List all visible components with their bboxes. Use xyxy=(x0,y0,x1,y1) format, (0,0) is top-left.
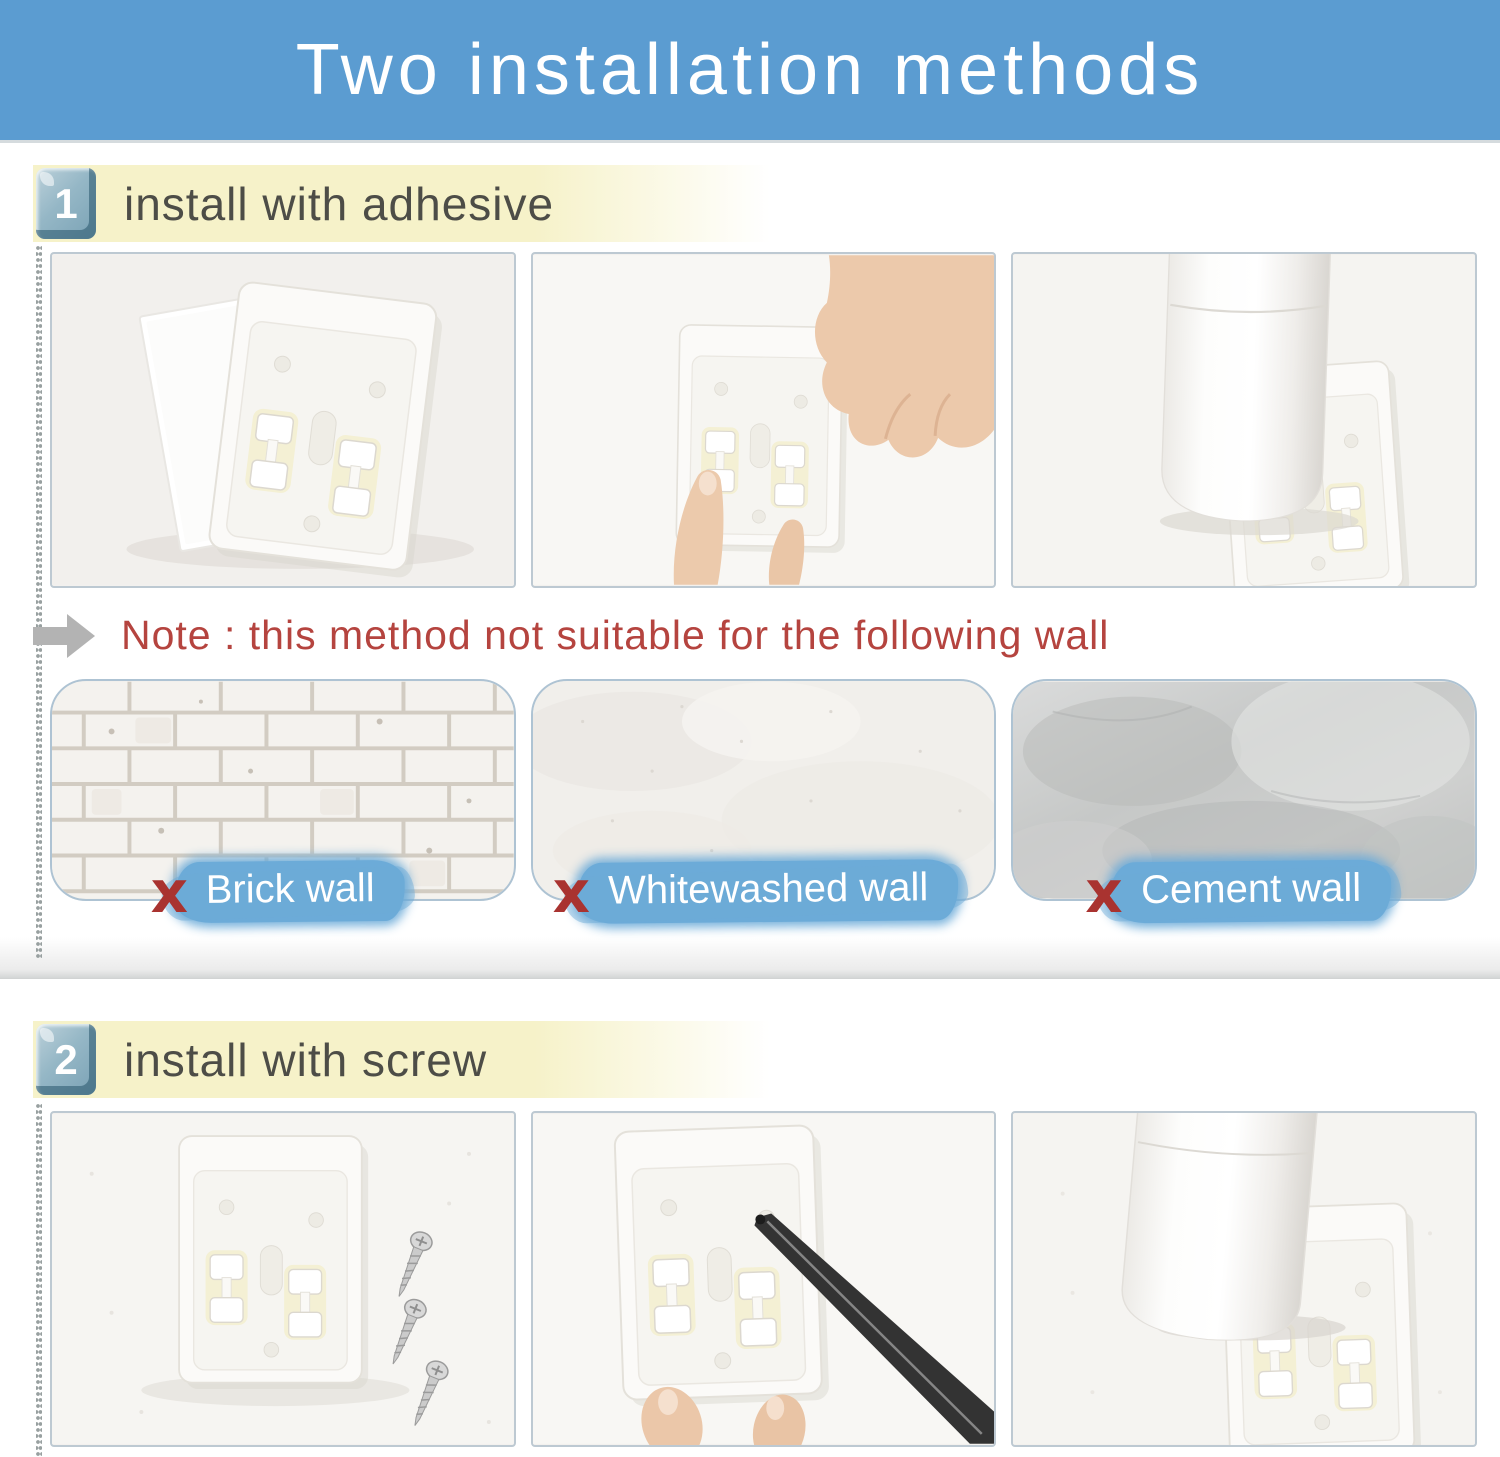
brick-wall-label-text: Brick wall xyxy=(176,860,406,923)
adhesive-steps-row xyxy=(50,252,1477,588)
dotted-guide-line xyxy=(36,246,42,958)
screwdriver-illustration xyxy=(533,1113,995,1445)
mounted-device-illustration xyxy=(1013,254,1475,586)
photo-adhesive-step-2 xyxy=(531,252,997,588)
photo-adhesive-step-1 xyxy=(50,252,516,588)
photo-screw-step-2 xyxy=(531,1111,997,1447)
unsuitable-walls-row xyxy=(50,679,1477,926)
wall-col-brick xyxy=(50,679,516,926)
screw-steps-row xyxy=(50,1111,1477,1447)
section-2-header xyxy=(33,1021,770,1098)
mounted-device-side-illustration xyxy=(1013,1113,1475,1445)
step-2-number: 2 xyxy=(54,1035,78,1083)
whitewashed-wall-label xyxy=(552,857,959,926)
section-1-title: install with adhesive xyxy=(124,177,555,230)
photo-screw-step-3 xyxy=(1011,1111,1477,1447)
plate-with-screws-illustration xyxy=(52,1113,514,1445)
adhesive-kit-illustration xyxy=(52,254,514,586)
note-text: Note : this method not suitable for the following wall xyxy=(121,612,1110,658)
section-divider xyxy=(0,937,1500,979)
step-2-badge xyxy=(36,1024,96,1095)
cement-wall-label-text: Cement wall xyxy=(1110,860,1391,924)
whitewashed-wall-label-text: Whitewashed wall xyxy=(578,859,959,924)
page-title: Two installation methods xyxy=(295,30,1205,110)
wall-col-cement xyxy=(1011,679,1477,926)
cement-wall-label xyxy=(1085,857,1391,926)
cross-mark-icon: x xyxy=(552,857,591,926)
step-1-number: 1 xyxy=(54,179,78,227)
photo-screw-step-1 xyxy=(50,1111,516,1447)
photo-adhesive-step-3 xyxy=(1011,252,1477,588)
arrow-right-icon xyxy=(33,614,95,658)
section-1-header xyxy=(33,165,770,242)
cross-mark-icon: x xyxy=(1085,857,1123,926)
wall-col-whitewashed xyxy=(531,679,997,926)
dotted-guide-line xyxy=(36,1104,42,1457)
brick-wall-label xyxy=(150,857,405,926)
banner xyxy=(0,0,1500,143)
press-plate-illustration xyxy=(533,254,995,586)
step-1-badge xyxy=(36,168,96,239)
note-row xyxy=(33,612,1500,659)
cross-mark-icon: x xyxy=(150,857,188,926)
section-2-title: install with screw xyxy=(124,1033,488,1086)
